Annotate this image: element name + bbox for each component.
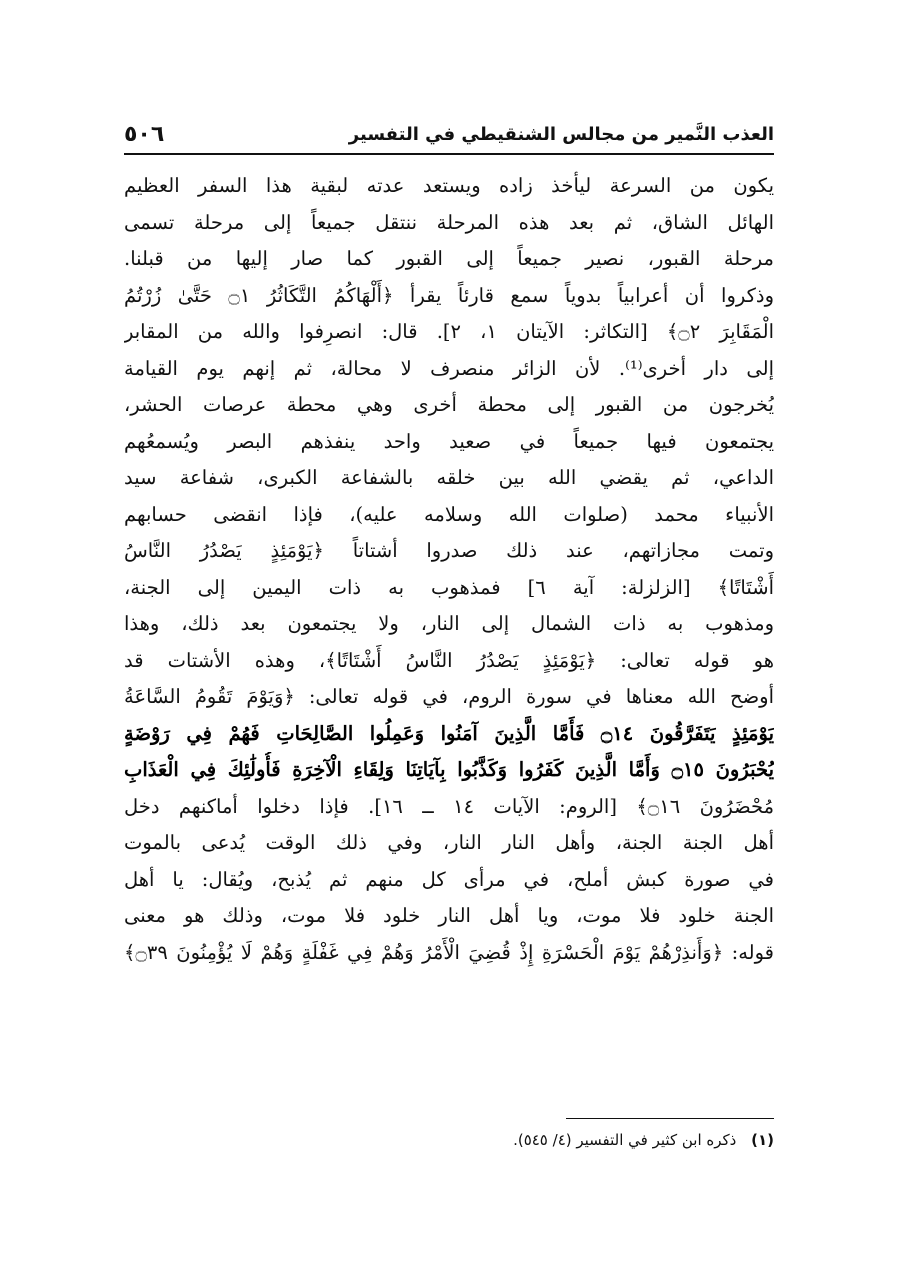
text-line: الجنة خلود فلا موت، ويا أهل النار خلود فلا موت، وذلك هو معنى xyxy=(124,904,774,927)
text-line: الْمَقَابِرَ ۝٢﴾ [التكاثر: الآيتان ١، ٢]. قال: انصرِفوا والله من المقابر xyxy=(124,320,774,343)
text-line: أهل الجنة الجنة، وأهل النار النار، وفي ذلك الوقت يُدعى بالموت xyxy=(124,831,774,854)
body-text xyxy=(124,168,774,971)
page-number: ٥٠٦ xyxy=(124,122,165,147)
page-header xyxy=(124,106,774,150)
quran-line: يُحْبَرُونَ ۝١٥ وَأَمَّا الَّذِينَ كَفَرُوا وَكَذَّبُوا بِآيَاتِنَا وَلِقَاءِ الْآخِرَةِ فَأُولَٰئِكَ فِي الْعَذَابِ xyxy=(124,758,774,781)
text-line: يُخرجون من القبور إلى محطة أخرى وهي محطة عرصات الحشر، xyxy=(124,393,774,416)
text-line: ومذهوب به ذات الشمال إلى النار، ولا يجتمعون بعد ذلك، وهذا xyxy=(124,612,774,635)
quran-line: يَوْمَئِذٍ يَتَفَرَّقُونَ ۝١٤ فَأَمَّا الَّذِينَ آمَنُوا وَعَمِلُوا الصَّالِحَاتِ فَهُمْ فِي رَوْضَةٍ xyxy=(124,721,774,745)
text-line: يكون من السرعة ليأخذ زاده ويستعد عدته لبقية هذا السفر العظيم xyxy=(124,174,774,197)
header-rule xyxy=(124,153,774,155)
text-line: هو قوله تعالى: ﴿يَوْمَئِذٍ يَصْدُرُ النَّاسُ أَشْتَاتًا﴾، وهذه الأشتات قد xyxy=(124,648,774,672)
text-line: وذكروا أن أعرابياً بدوياً سمع قارئاً يقرأ ﴿أَلْهَاكُمُ التَّكَاثُرُ ۝١ حَتَّىٰ زُرْتُمُ xyxy=(124,283,774,307)
text-line: في صورة كبش أملح، في مرأى كل منهم ثم يُذبح، ويُقال: يا أهل xyxy=(124,867,774,891)
text-line: الهائل الشاق، ثم بعد هذه المرحلة ننتقل جميعاً إلى مرحلة تسمى xyxy=(124,210,774,234)
text-line: الأنبياء محمد (صلوات الله وسلامه عليه)، فإذا انقضى حسابهم xyxy=(124,502,774,526)
text-line: مُحْضَرُونَ ۝١٦﴾ [الروم: الآيات ١٤ ــ ١٦]. فإذا دخلوا أماكنهم دخل xyxy=(124,794,774,818)
footnote-text: ذكره ابن كثير في التفسير (٤/ ٥٤٥). xyxy=(513,1131,737,1149)
text-line: قوله: ﴿وَأَنذِرْهُمْ يَوْمَ الْحَسْرَةِ إِذْ قُضِيَ الْأَمْرُ وَهُمْ فِي غَفْلَةٍ وَهُمْ لَا يُؤْمِنُونَ ۝٣٩﴾ xyxy=(124,940,774,964)
text-line: الداعي، ثم يقضي الله بين خلقه بالشفاعة الكبرى، شفاعة سيد xyxy=(124,466,774,489)
text-line: أَشْتَاتًا﴾ [الزلزلة: آية ٦] فمذهوب به ذات اليمين إلى الجنة، xyxy=(124,575,774,599)
footnote xyxy=(124,1126,774,1154)
text-line: أوضح الله معناها في سورة الروم، في قوله تعالى: ﴿وَيَوْمَ تَقُومُ السَّاعَةُ xyxy=(124,685,774,708)
text-line: مرحلة القبور، نصير جميعاً إلى القبور كما صار إليها من قبلنا. xyxy=(124,247,774,270)
text-line: يجتمعون فيها جميعاً في صعيد واحد ينفذهم البصر ويُسمعُهم xyxy=(124,429,774,453)
footnote-marker: (١) xyxy=(751,1131,774,1149)
text-line: وتمت مجازاتهم، عند ذلك صدروا أشتاتاً ﴿يَوْمَئِذٍ يَصْدُرُ النَّاسُ xyxy=(124,539,774,562)
footnote-rule xyxy=(566,1118,774,1119)
text-line: إلى دار أخرى⁽¹⁾. لأن الزائر منصرف لا محالة، ثم إنهم يوم القيامة xyxy=(124,356,774,380)
running-title: العذب النَّمير من مجالس الشنقيطي في التفسير xyxy=(348,124,774,145)
